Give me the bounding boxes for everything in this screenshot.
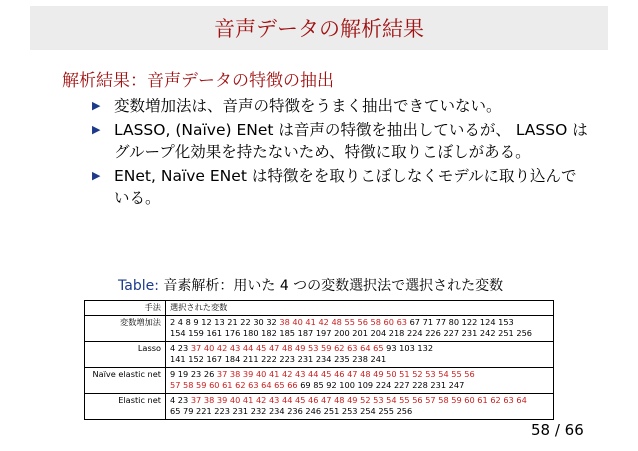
vars-line (170, 354, 549, 366)
table-row (85, 315, 554, 341)
variable-selection-table (84, 300, 554, 420)
vars-text: 154 159 161 176 180 182 185 187 197 200 201 204 218 224 226 227 231 242 251 256 (170, 328, 532, 338)
bullet-list (88, 95, 588, 211)
vars-line (170, 328, 549, 340)
table-row (85, 367, 554, 393)
vars-line (170, 317, 549, 329)
bullet-item (88, 119, 588, 163)
page-number: 58 / 66 (531, 421, 584, 439)
vars-text: 141 152 167 184 211 222 223 231 234 235 238 241 (170, 354, 387, 364)
vars-line (170, 369, 549, 381)
vars-text: 9 19 23 26 (170, 368, 217, 379)
triangle-bullet-icon: ▶ (92, 99, 101, 112)
table-body (85, 315, 554, 419)
bullet-item (88, 165, 588, 209)
triangle-bullet-icon: ▶ (92, 123, 101, 136)
vars-line (170, 395, 549, 407)
vars-text: 4 23 (170, 394, 191, 405)
selected-vars-cell (166, 367, 554, 393)
method-cell: Naïve elastic net (85, 367, 166, 393)
bullet-item (88, 95, 588, 117)
selected-vars-cell (166, 341, 554, 367)
highlighted-vars: 37 38 39 40 41 42 43 44 45 46 47 48 49 50 51 52 53 54 55 56 (216, 368, 475, 379)
highlighted-vars: 38 40 41 42 48 55 56 58 60 63 (279, 316, 407, 327)
selected-vars-cell (166, 393, 554, 419)
table-caption (118, 275, 503, 295)
highlighted-vars: 57 58 59 60 61 62 63 64 65 66 (170, 380, 298, 390)
bullet-text: LASSO, (Naïve) ENet は音声の特徴を抽出しているが、 LASSO はグループ化効果を持たないため、特徴に取りこぼしがある。 (114, 121, 588, 161)
bullet-text: 変数増加法は、音声の特徴をうまく抽出できていない。 (114, 97, 502, 115)
vars-text: 2 4 8 9 12 13 21 22 30 32 (170, 316, 280, 327)
table-row (85, 393, 554, 419)
vars-line (170, 343, 549, 355)
section-title: 解析結果：音声データの特徴の抽出 (62, 71, 334, 91)
vars-line (170, 406, 549, 418)
vars-text: 69 85 92 100 109 224 227 228 231 247 (297, 380, 465, 390)
slide-title: 音声データの解析結果 (214, 17, 424, 41)
table-header-row (85, 301, 554, 316)
selected-vars-cell (166, 315, 554, 341)
bullet-text: ENet, Naïve ENet は特徴をを取りこぼしなくモデルに取り込んでいる。 (114, 167, 577, 207)
caption-text: 音素解析：用いた 4 つの変数選択法で選択された変数 (163, 278, 504, 294)
header-vars: 選択された変数 (166, 301, 554, 316)
vars-text: 65 79 221 223 231 232 234 236 246 251 253 254 255 256 (170, 406, 413, 416)
triangle-bullet-icon: ▶ (92, 169, 101, 182)
caption-label: Table: (118, 278, 159, 294)
vars-text: 4 23 (170, 342, 191, 353)
vars-text: 93 103 132 (383, 342, 434, 353)
table-row (85, 341, 554, 367)
method-cell: Elastic net (85, 393, 166, 419)
vars-line (170, 380, 549, 392)
vars-text: 67 71 77 80 122 124 153 (406, 316, 514, 327)
method-cell: Lasso (85, 341, 166, 367)
method-cell: 変数増加法 (85, 315, 166, 341)
highlighted-vars: 37 40 42 43 44 45 47 48 49 53 59 62 63 64 65 (190, 342, 384, 353)
highlighted-vars: 37 38 39 40 41 42 43 44 45 46 47 48 49 52 53 54 55 56 57 58 59 60 61 62 63 64 (190, 394, 527, 405)
header-method: 手法 (85, 301, 166, 316)
title-bar (30, 6, 608, 50)
